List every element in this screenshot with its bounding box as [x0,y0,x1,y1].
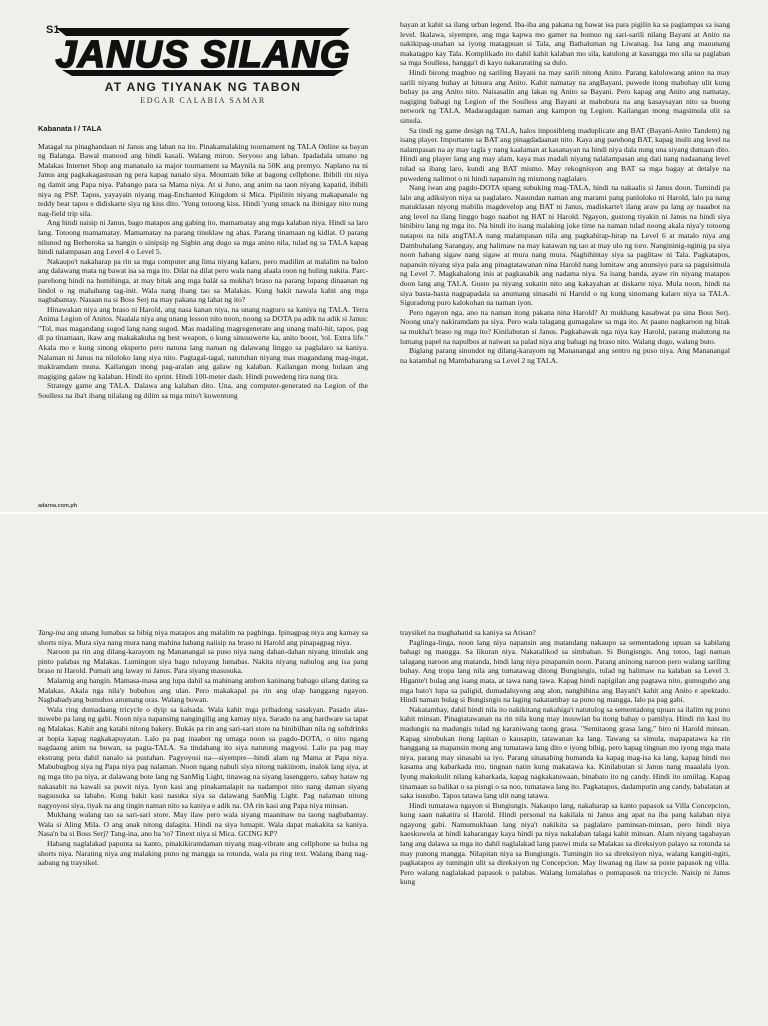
paragraph-text: ang unang lumabas sa bibig niya matapos ang malalim na paghinga. Ipinagpag niya ang kamay sa shorts niya. Mura siya nang mura nang mahina habang naiisip na braso ni Harold ang pinapagpag niya. [38,628,368,647]
paragraph: bayan at kahit sa ilang urban legend. Iba-iba ang pakana ng bawat isa para pigilin ka sa paglampas sa isang level. Ikalawa, siyempre, ang mga kapwa mo gamer na bumuo ng sari-sarili nilang Bayani at Anito na nakikipag-unahan sa iyong matagpuan si Tala, ang Bathaluman ng Liwanag. Isa lang ang mauunang makatagpo kay Tala. Komplikado ito dahil kahit kalaban mo sila, katulong at kasangga mo sila sa paglaban sa mga Soulless, hangga't di kayo nakararating sa dulo. [400,20,730,68]
page-two-left-column [38,628,368,1024]
paragraph: Habang naglalakad papunta sa kanto, pinakikiramdaman niyang mag-vibrate ang cellphone sa bulsa ng shorts niya. Narating niya ang malaking puno ng mangga sa rotunda, wala pa ring text. Walang ibang nag-aabang ng traysikel. [38,839,368,868]
chapter-heading: Kabanata I / TALA [38,124,102,133]
source-footer: adarna.com.ph [38,503,78,509]
paragraph: Malamig ang hangin. Mamasa-masa ang lupa dahil sa mahinang ambon kaninang babago silang dating sa Malakas. Akala nga nila'y bubuhos ang ulan. Pero makakapal pa rin ang ulap hanggang ngayon. Nagbabadyang bumuhos anumang oras. Walang buwan. [38,675,368,705]
paragraph: Nang iwan ang pagdo-DOTA upang subuking mag-TALA, hindi na nakaalis si Janus doon. Tumindi pa lalo ang adiksiyon niya sa paglalaro. Nasundan naman ang marami pang panloloko ni Harold, lalo pa nang matuklasan niyong mabilis magdevelop ang BAT ni Janus, madiskarte't ilang araw pa lang ay naaabot na ang level na ilang linggo bago naabot ng BAT ni Harold. Ngayon, gustong tiyakin ni Janus na hindi siya binibiro lang ng mga ito. Na hindi ito isang malaking joke time na naman tulad noong akala niya'y totoong natapos na nila angTALA nang malampasan nila ang pagkahirap-hirap na Level 6 at matalo niya ang Dambuhalang Sarangay, ang halimaw na may katawan ng tao at may ulo ng toro. Nangininig-nginig pa siya noon habang sigaw nang sigaw at mura nang mura. Naghihintay siya sa paglitaw ni Tala. Pagkatapos, napansin niyang siya pala ang pinagtatawanan nina Harold nang lumitaw ang anunsiyo para sa pagsisimula ng Level 7. Magkahalong inis at pagkasabik ang nadama niya. Sa isang banda, ayaw rin niyang matapos doon lang ang TALA. Gusto pa niyang sukatin nito ang kakayahan at diskarte niya. Mula noon, hindi na siya basta-basta nagpapadala sa anumang sinasabi ni Harold o ng kung sinomang kalaro niya sa TALA. Siguradong puro kalokohan na naman iyon. [400,183,730,308]
paragraph: Sa tindi ng game design ng TALA, halos imposibleng maduplicate ang BAT (Bayani-Anito Tandem) ng isang player. Importante sa BAT ang pinagdadaanan nito. Kaya ang parehong BAT, kapag inulit ang level na nalampasan na ay may tagla y nang kaalaman at kasanayan na hindi niya dala nung una siyang dumaan dito. Hindi ang player lang ang may alam, kaya mas madali niyang nalalampasan ang dati nang nadaanang level tulad sa ibang laro, kundi ang BAT mismo. May rekognisyon ang BAT sa mga bagay at detalye na puwedeng nalimot o ni hindi napansin ng mismong naglalaro. [400,125,730,183]
paragraph: Hindi tumatawa ngayon si Bungisngis. Nakaupo lang, nakaharap sa kanto papasok sa Villa Concepcion, kung saan nakatira si Harold. Hindi personal na kakilala ni Janus ang apat na iba pang kalaban niya ngayong gabi. Namumukhaan lang niya't nakikita sa paglalaro paminsan-minsan, pero hindi niya kaeskuwela at hindi kabarangay kaya hindi pa niya nakalaban talaga kahit minsan. Alam niyang tagabayan lang ang dalawa sa mga ito dahil naglalakad lang pauwi mula sa Malakas sa direksiyon palayo sa rotunda sa may punong mangga. Nilapitan niya sa Bungisngis. Tumingin ito sa direksiyon niya, walang kangiti-ngiti, pagkatapos ay tumingin ulit sa direksiyon ng Concepcion. May liwanag ng ilaw sa poste papasok ng villa. Pero walang naglalakad papasok o palabas. Walang lumalabas o pumapasok na tricycle. Naisip ni Janus kung [400,800,730,887]
paragraph: Biglang parang sinundot ng dilang-karayom ng Mananangal ang sentro ng puso niya. Ang Mananangal na katambal ng Mambabarang sa Level 2 ng TALA. [400,346,730,365]
paragraph: Naroon pa rin ang dilang-karayom ng Mananangal sa puso niya nang dahan-dahan niyang itinulak ang pinto palabas ng Malakas. Lumingon siya bago tuluyang lumabas. Nakita niyang nahulog ang isa pang braso ni Harold. Pumait ang laway ni Janus. Para siyang masusuka. [38,647,368,676]
paragraph: Wala ring dumadaang tricycle o dyip sa kalsada. Wala kahit mga pribadong sasakyan. Pasado alas-nuwebe pa lang ng gabi. Noon niya napansing nangingilig ang kamay niya. Sarado na ang hardware sa tapat ng Malakas. Kahit ang katabi nitong bakery. Bukás pa rin ang sari-sari store na binibilhan nila ng softdrinks at hopia kapag nagkakapuyatan. Lalo pa pag inaabot ng umaga noon sa pagdo-DOTA, o nito ngang nagdaang anim na buwan, sa pagta-TALA. Sa tindahang ito siya natutong magyosi. Lalo pa pag may ekstrang pera dahil nanalo sa pustahan. Pagyoyosi na—siyempre—hindi alam ng Mama at Papa niya. Mabubugbog siya ng Papa niya pag nalaman. Noon ngang nahuli siya nitong nakiinom, inalok lang siya, at ng mga tito pa niya, at dalawang bote lang ng SanMig Light, tinawag na siyang lasenggero, sabay hataw ng nakasabit na kawali sa puwit niya. Iyon kasi ang pinakamalapit na nadampot nito nang datnan siyang nagsusuka sa lababo. Kung bakit kasi nasuka siya sa dalawang SanMig Light. Pag nalaman nitong nagyoyosi siya, tiyak na ang tingin naman nito sa kaniya e adik na. OA rin kasi ang Papa niya minsan. [38,704,368,810]
paragraph: Nakaupo't nakaharap pa rin sa mga computer ang lima niyang kalaro, pero madilim at malalim na balon ang dalawang mata ng bawat isa sa mga ito. Dilat na dilat pero wala nang alaala roon ng huling nakita. Parc-parehong hindi na humihinga, at may bitak ang mga balát sa mukha't braso na parang lupang dinaanan ng lindol o ng mahabang tag-init. Wala nang ibang tao sa Malakas. Kung bakit nawala kahit ang mga nagbabantay. Nasaan na si Boss Serj na may pakana ng lahat ng ito? [38,256,368,305]
author-name: EDGAR CALABIA SAMAR [140,96,266,105]
paragraph: Nakatambay, dahil hindi nila ito nakikitang nakahiga't natutulog sa sementadong upuan sa ilalim ng puno kahit minsan. Pinagtatawanan na rin nila kung may inuuwian ba itong bahay o pamilya. Hindi rin kasi ito madungis na madungis tulad ng karaniwang taong grasa. "Semitaong grasa lang," biro ni Harold minsan. Kapag sinubukan itong lapitan o kausapin, tatawanan ka lang. Tawang sa simula, mapapatawa ka rin hanggang sa mapansin mong ang tumatawa lang dito e iyong bibig, pero kapag tingnan mo iyong mga mata niya, parang may sinasabi sa iyo. Parang sinasabing humanda ka kapag mag-isa ka lang, kapag hindi mo kasama ang kabarkada mo, tingnan natin kung makatawa ka. Kinilabutan si Janus nang maaalala iyon. Iyung makukulit nilang kabarkada, kapag nagkakatuwaan, binabato ito ng candy. Hindi ito umiilag. Kapag tinamaan sa balikat o sa pisngi o sa noo, tumatawa lang ito. Pagkatapos, dadamputin ang candy, babalatan at saka isusubo. Tapos tatawa lang ulit nang tatawa. [400,704,730,801]
janus-silang-logo-icon [52,20,354,80]
paragraph [38,628,368,647]
page-one-right-column [400,20,730,568]
page-two-right-column [400,628,730,1024]
paragraph: Hindi birong magbuo ng sariling Bayani na may sarili nitong Anito. Parang kaluluwang anino na may sarili niyang buhay at hitsura ang Anito. Kahit namatay na angBayani, puwede itong mabuhay ulit kung buhay pa ang Anito nito. Naisasalin ang lakas ng Anito sa Bayani. Pero kapag ang Anito ang namatay, nagiging bahagi ng Legion of the Soulless ang Bayani at mabubura na ang kasaysayan nito sa buong network ng TALA. Madaragdagan naman ang kampon ng Legion. Kailangan mong magsimula ulit sa simula. [400,67,730,125]
logo-text: JANUS SILANG [55,34,351,76]
paragraph: Pero ngayon nga, ano na naman itong pakana nina Harold? At mukhang kasabwat pa sina Boss Serj. Noong una'y nakiramdam pa siya. Pero wala talagang gumagalaw sa mga ito. At paano nagkaroon ng bitak sa mukha't braso ng mga ito? Kinilabutan si Janus. Pagkahawak nga niya kay Harold, parang malutong na lumang papel na napulbos at naiwan sa palad niya ang bahagi ng braso nito. Walang dugo, walang buto. [400,307,730,346]
paragraph: Ang hindi naisip ni Janus, bago matapos ang gabing ito, mamamatay ang mga kalaban niya. Hindi sa laro lang. Totoong mamamatay. Mamamatay na parang tinuklaw ng ahas. Parang tinamaan ng kidlat. O parang nilunod ng Berberoka sa hangin o sinipsip ng Sigbin ang dugo sa mga anino nila, tulad ng sa TALA kapag hindi nalampasan ang Level 4 o Level 5. [38,218,368,257]
page-two [0,512,768,1026]
page-one-left-column [38,124,368,502]
page-one [0,0,768,512]
page-label: S1 [46,24,60,36]
paragraph: traysikel na maghahatid sa kaniya sa Atisan? [400,628,536,637]
paragraph: Hinawakan niya ang braso ni Harold, ang nasa kanan niya, na unang nagturo sa kaniya ng TALA. Terra Anima Legion of Anitos. Naalala niya ang unang lesson nito noon, noong sa DOTA pa adik na adik si Janus: "Tol, mas magandang sugod lang nang sugod. Mas madaling magregenerate ang unang mahi-hit, tapos, pag di pa tinamaan, ikaw ang makakakuha ng best weapon, o kung sinusuwerte ka, anito boost, 'tol. Extra life." Akala mo e kung sinong eksperto pero natuna lang naman ng dalawang linggo sa paglalaro sa kaniya. Nalaman ni Janus na niloloko lang siya nito. Pagtagal-tagal, natutuhan niyang mas magandang mag-ingat, makiramdam muna. Kailangan mong pag-aralan ang galaw ng kalaban. Kailangan mong hulaan ang magiging galaw ng kalaban. Hindi ito sprint. Hindi 100-meter dash. Hindi puwedeng tira nang tira. [38,304,368,381]
paragraph: Mukhang walang tao sa sari-sari store. May ilaw pero wala siyang maaninaw na taong nagbabantay. Wala si Aling Mila. O ang anak nitong dalagita. Hindi na siya lumapit. Wala dapat makakita sa kaniya. Nasa'n ba si Boss Serj? Tang-ina, ano ba 'to? Tinext niya si Mica. GCING KP? [38,810,368,839]
paragraph: Paglinga-linga, noon lang niya napansin ang matandang nakaupo sa sementadong upuan sa kabilang bahagi ng mangga. Sa likuran niya. Nakatalikod sa simbahan. Si Bungisngis. Ang totoo, lagi naman talagang naroon ang matanda, hindi lang niya pinapansin noon. Parang aninong naroon pero walang sariling buhay. Ang tropa lang nila ang tumatawag ditong Bungisngis, tulad ng halimaw na kalaban sa Level 3. Higante't bulag ang isang mata, at tawa nang tawa. Kapag hindi napigilan ang pagtawa nito, gumuguho ang mga bato't lupa sa paligid, dumadaluyong ang alon, nanghihina ang Bayani't kahit ang Anito e apektado. Hindi naman bulag si Bungisngis na laging nakatambay sa puno ng mangga, lalo pa pag gabi. [400,637,730,705]
paragraph: Strategy game ang TALA. Dalawa ang kalaban dito. Una, ang computer-generated na Legion of the Soulless na iba't ibang nilalang ng dilim sa mga mito't kuwentong [38,381,368,401]
book-subtitle: AT ANG TIYANAK NG TABON [104,80,302,94]
series-logo [52,20,354,80]
paragraph: Matagal na pinaghandaan ni Janus ang laban na ito. Pinakamalaking tournament ng TALA Online sa bayan ng Balanga. Bawal manood ang hindi kasali. Walang miron. Seryoso ang laban. Ipadadala umano ng Malakas Internet Shop ang mananalo sa major tournament sa Maynila na 50K ang premyo. Naplano na ni Janus ang pagkakagastusan ng pera kapag nanalo siya. Mountain bike at bagong cellphone. Ibibili rin niya ng damit ang Papa niya. Pabango para sa Mama niya. At si Juno, ang anim na taon niyang kapatid, ibibili niya ng PSP. Tapos, yayayain niyang mag-Enchanted Kingdom si Mica. Pipilitin niyang makapanalo ng teddy bear tapos e didiskarte siya ng kiss dito. 'Yung totoong kiss. Hindi 'yung smack na ibinigay nito nung nag-field trip sila. [38,141,368,218]
opening-word: Tang-ina [38,628,66,637]
